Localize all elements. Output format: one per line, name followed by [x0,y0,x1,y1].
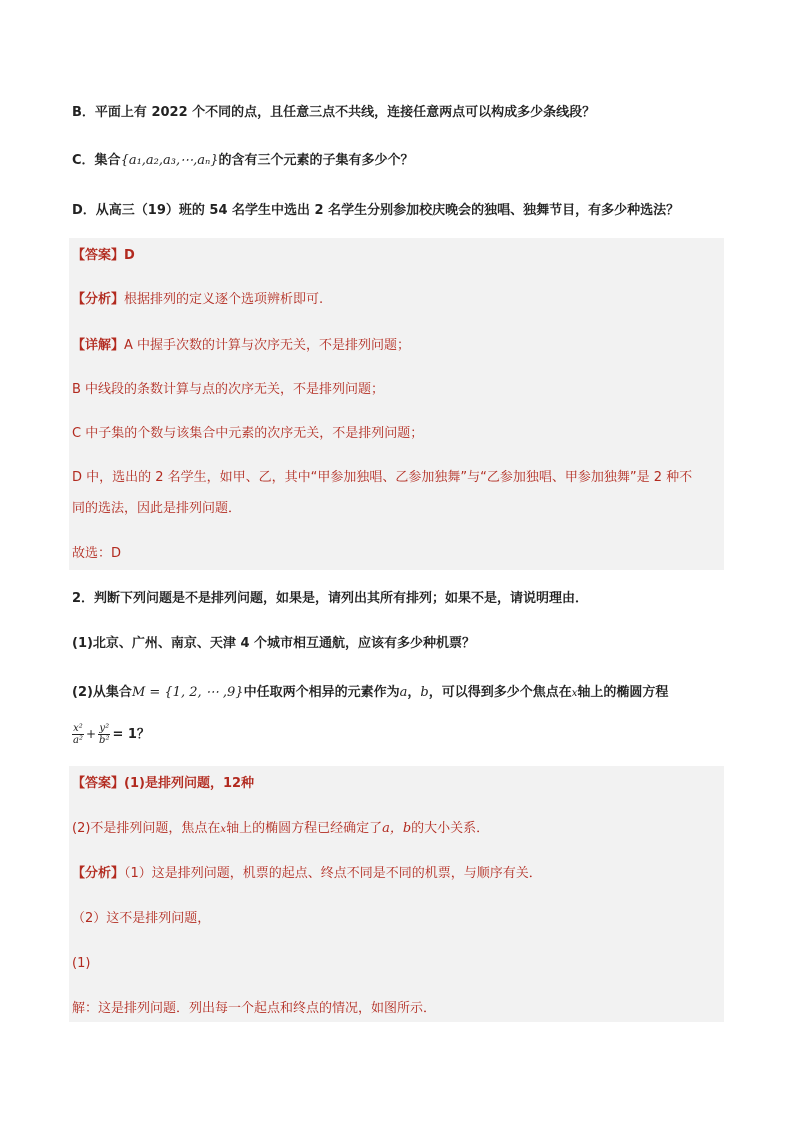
q2-answer-ab: a，b [382,821,412,836]
option-c-suffix: 的含有三个元素的子集有多少个？ [218,153,414,168]
q2-analysis-line-2: （2）这不是排列问题， [72,911,211,926]
ellipse-equation [72,717,722,751]
option-d [72,202,722,220]
q2-answer-2c: 的大小关系． [411,821,490,836]
q1-conclusion: 故选：D [72,546,122,561]
eq-numerator-1: x² [73,723,83,734]
q1-detail-text-1: A 中握手次数的计算与次序无关，不是排列问题； [124,338,411,353]
option-d-text: 从高三（19）班的 54 名学生中选出 2 名学生分别参加校庆晚会的独唱、独舞节目，有多少种选法？ [95,203,680,218]
q1-analysis-tag: 【分析】 [72,292,125,307]
q2-var-b: b [420,685,429,700]
q1-detail-line-1 [72,337,722,355]
q1-answer-value: D [124,248,135,263]
q2-part2-a: (2)从集合 [72,685,132,700]
q2-sep: ， [407,685,421,700]
q1-detail-tag: 【详解】 [72,338,125,353]
q2-part2-d: 轴上的椭圆方程 [577,685,669,700]
fraction-x-over-a [72,723,84,746]
q2-part1: (1)北京、广州、南京、天津 4 个城市相互通航，应该有多少种机票？ [72,636,476,651]
option-b-text: 平面上有 2022 个不同的点，且任意三点不共线，连接任意两点可以构成多少条线段？ [94,105,596,120]
option-c-prefix: 集合 [94,153,121,168]
q2-analysis-line-1 [72,865,722,883]
option-b [72,104,722,122]
q2-answer-2b: 轴上的椭圆方程已经确定了 [226,821,383,836]
q2-solution-box [69,766,724,1022]
q1-answer-tag: 【答案】 [72,248,125,263]
q2-analysis-tag: 【分析】 [72,866,125,881]
eq-plus: + [85,727,97,741]
q1-answer [72,247,722,265]
q2-answer-x: x [220,824,227,835]
eq-denominator-1: a² [73,735,83,746]
q2-answer-text-1: (1)是排列问题，12种 [124,776,255,791]
q2-part2-c: ，可以得到多少个焦点在 [428,685,572,700]
option-b-label: B． [72,105,95,120]
q1-detail-line-3: C 中子集的个数与该集合中元素的次序无关，不是排列问题； [72,426,424,441]
q2-solution-line: 解：这是排列问题．列出每一个起点和终点的情况，如图所示． [72,1001,437,1016]
q1-detail-line-2: B 中线段的条数计算与点的次序无关，不是排列问题； [72,382,385,397]
q2-answer-2a: (2)不是排列问题，焦点在 [72,821,221,836]
fraction-y-over-b [98,723,110,746]
eq-denominator-2: b² [99,735,110,746]
q1-detail-line-4: D 中，选出的 2 名学生，如甲、乙，其中“甲参加独唱、乙参加独舞”与“乙参加独唱、甲参加独舞”是 2 种不 [72,470,693,485]
q2-stem: 2．判断下列问题是不是排列问题，如果是，请列出其所有排列；如果不是，请说明理由． [72,591,589,606]
q2-answer-line-2 [72,820,722,839]
option-d-label: D． [72,203,96,218]
q2-analysis-text-1: （1）这是排列问题，机票的起点、终点不同是不同的机票，与顺序有关． [124,866,542,881]
eq-numerator-2: y² [99,723,110,734]
option-c-set: {a₁,a₂,a₃,⋯,aₙ} [120,153,219,168]
q1-analysis-text: 根据排列的定义逐个选项辨析即可. [124,292,324,307]
option-c-label: C． [72,153,95,168]
q1-detail-line-5: 同的选法，因此是排列问题． [72,501,242,516]
q2-part-label: (1) [72,956,91,971]
q1-solution-box [69,238,724,570]
q2-part2-b: 中任取两个相异的元素作为 [243,685,400,700]
q1-analysis [72,291,722,309]
q2-var-a: a [399,685,408,700]
q2-part2-set: M = {1, 2, ⋯ ,9} [131,685,244,700]
eq-tail: = 1？ [112,727,150,742]
option-c [72,152,722,170]
q2-answer-line-1 [72,775,722,793]
q2-part2 [72,684,722,703]
q2-var-x: x [571,688,578,699]
q2-answer-tag: 【答案】 [72,776,125,791]
